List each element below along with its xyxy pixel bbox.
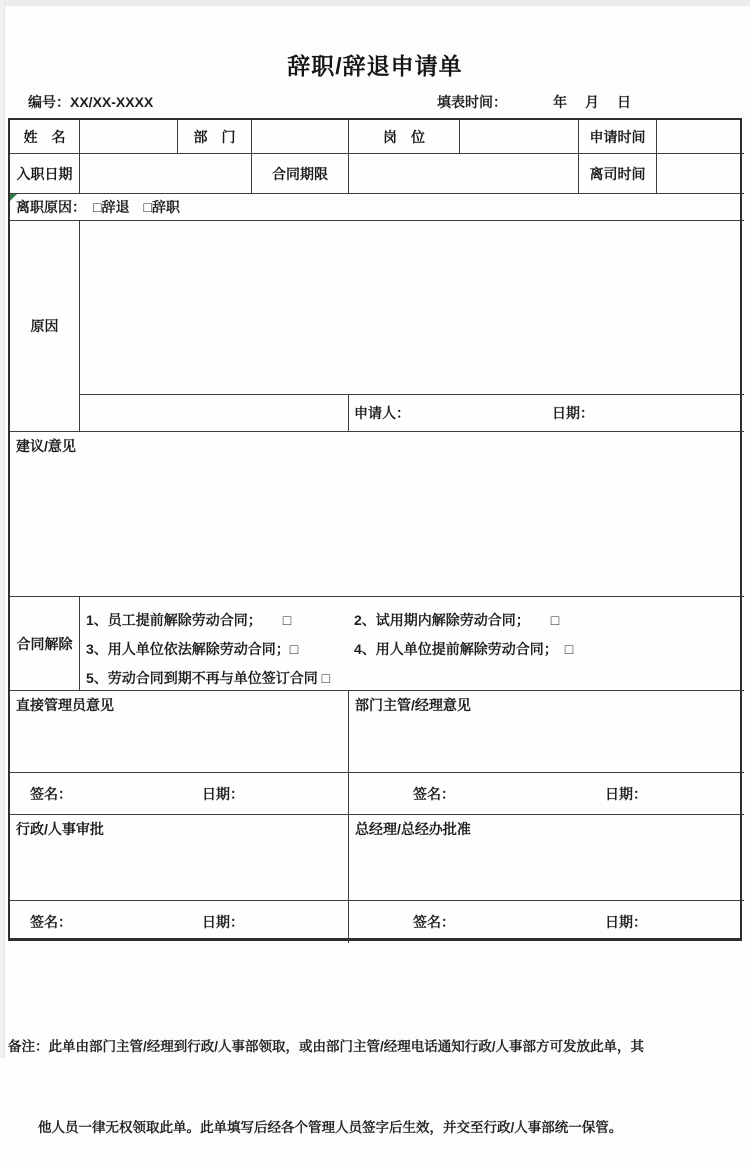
gm-approval-area[interactable] — [349, 815, 744, 901]
footer-note-line1: 备注：此单由部门主管/经理到行政/人事部领取，或由部门主管/经理电话通知行政/人事部方可发放此单，其 — [8, 1039, 645, 1054]
page-title: 辞职/辞退申请单 — [287, 53, 463, 79]
department-field[interactable] — [252, 120, 349, 154]
meta-row — [0, 92, 750, 112]
ct-option-2[interactable]: 2、试用期内解除劳动合同； □ — [354, 611, 560, 628]
date-label: 日期： — [605, 914, 647, 930]
reason-sub-blank[interactable] — [80, 395, 349, 432]
scan-artifact-top — [0, 0, 750, 6]
sign-label: 签名： — [30, 914, 72, 930]
contract-term-field[interactable] — [349, 154, 579, 194]
ct-option-5[interactable]: 5、劳动合同到期不再与单位签订合同 □ — [86, 669, 331, 686]
gm-approval-label: 总经理/总经办批准 — [355, 821, 471, 837]
sign-label: 签名： — [413, 785, 455, 802]
post-label: 岗 位 — [349, 120, 460, 154]
approval-left-signature-row[interactable] — [10, 901, 349, 943]
name-label: 姓 名 — [10, 120, 80, 154]
application-form-table — [8, 118, 742, 941]
ct-option-3[interactable]: 3、用人单位依法解除劳动合同；□ — [86, 640, 299, 657]
hr-approval-label: 行政/人事审批 — [16, 821, 104, 837]
direct-manager-opinion-label: 直接管理员意见 — [16, 697, 114, 713]
approval-right-signature-row[interactable] — [349, 901, 744, 943]
sign-label: 签名： — [30, 785, 72, 802]
contract-term-label: 合同期限 — [252, 154, 349, 194]
fill-time-value: 年 月 日 — [553, 94, 633, 110]
hire-date-field[interactable] — [80, 154, 252, 194]
opinion-left-signature-row[interactable] — [10, 773, 349, 815]
dept-manager-opinion-label: 部门主管/经理意见 — [355, 697, 471, 713]
contract-termination-label: 合同解除 — [10, 597, 80, 691]
ct-option-1[interactable]: 1、员工提前解除劳动合同； □ — [86, 611, 292, 628]
applicant-signature-row[interactable] — [349, 395, 744, 432]
reason-text-area[interactable] — [80, 221, 744, 395]
sign-label: 签名： — [413, 914, 455, 930]
leave-reason-text: 离职原因： □辞退 □辞职 — [16, 199, 180, 215]
ct-option-4[interactable]: 4、用人单位提前解除劳动合同； □ — [354, 640, 574, 657]
applicant-date-label: 日期： — [552, 405, 594, 421]
leave-time-field[interactable] — [657, 154, 744, 194]
form-number: 编号：XX/XX-XXXX — [28, 94, 154, 110]
date-label: 日期： — [202, 914, 244, 930]
dept-manager-opinion-area[interactable] — [349, 691, 744, 773]
suggestion-area[interactable] — [10, 432, 744, 597]
leave-time-label: 离司时间 — [579, 154, 657, 194]
department-label: 部 门 — [178, 120, 252, 154]
hr-approval-area[interactable] — [10, 815, 349, 901]
hire-date-label: 入职日期 — [10, 154, 80, 194]
reason-label: 原因 — [10, 221, 80, 432]
applicant-label: 申请人： — [354, 405, 410, 421]
apply-time-label: 申请时间 — [579, 120, 657, 154]
apply-time-field[interactable] — [657, 120, 744, 154]
excel-corner-flag — [10, 194, 17, 201]
suggestion-label: 建议/意见 — [16, 438, 76, 454]
name-field[interactable] — [80, 120, 178, 154]
footer-note — [8, 979, 740, 1168]
post-field[interactable] — [460, 120, 579, 154]
scan-artifact-left — [0, 0, 5, 1058]
footer-note-line2: 他人员一律无权领取此单。此单填写后经各个管理人员签字后生效，并交至行政/人事部统一保管。 — [38, 1120, 623, 1135]
contract-termination-options[interactable] — [80, 597, 744, 691]
leave-reason-checkbox-row[interactable] — [10, 194, 744, 221]
date-label: 日期： — [202, 785, 244, 802]
fill-time-label: 填表时间： — [437, 94, 507, 110]
date-label: 日期： — [605, 785, 647, 802]
opinion-right-signature-row[interactable] — [349, 773, 744, 815]
direct-manager-opinion-area[interactable] — [10, 691, 349, 773]
